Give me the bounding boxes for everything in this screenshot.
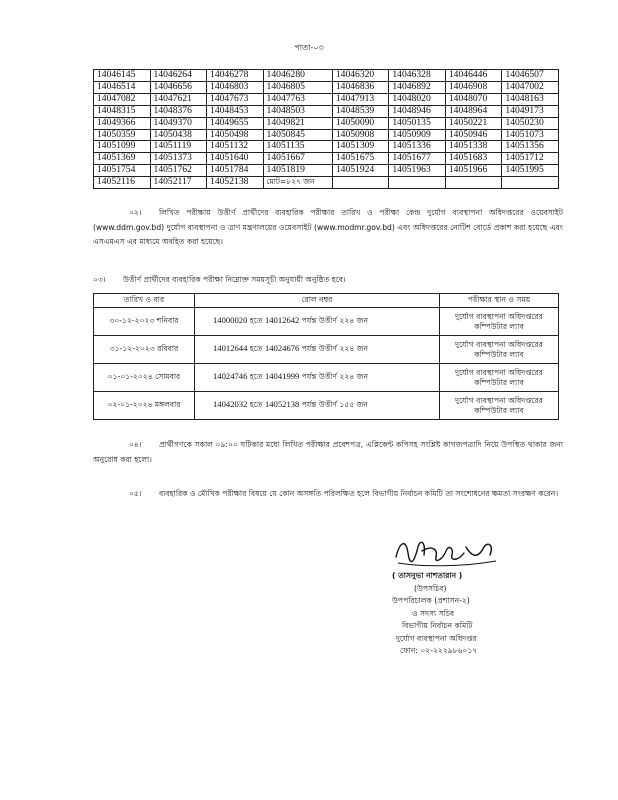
roll-cell: 14051356 [502,141,559,153]
paragraph-2 [93,206,563,250]
roll-table-row [94,141,559,153]
roll-cell: 14050946 [445,129,502,141]
roll-cell: 14046836 [332,81,389,93]
roll-table-row [94,81,559,93]
schedule-roll-suffix: পর্যন্ত উত্তীর্ণ ১৫৫ জন [299,400,368,409]
roll-cell: 14051677 [389,153,446,165]
signatory-post: উপপরিচালক (প্রশাসন-২) [392,596,470,605]
signatory-phone: ফোন: ০২-২২২৯৮৬০১৭ [400,646,478,655]
schedule-header-venue: পরীক্ষার স্থান ও সময় [440,294,559,308]
roll-cell: 14048453 [207,105,264,117]
schedule-roll-range [195,364,440,392]
schedule-venue: দুর্যোগ ব্যবস্থাপনা অধিদপ্তরের কম্পিউটার ল্যাব [440,308,559,336]
total-count-cell: মোট=৮২৭ জন [263,177,332,189]
schedule-connector: হতে [247,316,265,325]
schedule-roll-range [195,336,440,364]
roll-cell: 14051336 [389,141,446,153]
roll-cell: 14048070 [445,93,502,105]
roll-cell: 14049173 [502,105,559,117]
schedule-connector: হতে [247,400,265,409]
schedule-venue: দুর্যোগ ব্যবস্থাপনা অধিদপ্তরের কম্পিউটার ল্যাব [440,392,559,420]
roll-cell: 14050909 [389,129,446,141]
roll-cell: 14051963 [389,165,446,177]
roll-cell: 14050135 [389,117,446,129]
roll-cell: 14046264 [150,70,207,82]
schedule-roll-from: 14024746 [213,371,248,381]
roll-cell: 14050090 [332,117,389,129]
roll-cell: 14050359 [94,129,151,141]
roll-cell: 14051135 [263,141,332,153]
schedule-header-roll: রোল নম্বর [195,294,440,308]
schedule-roll-from: 14000020 [213,315,248,325]
roll-cell: 14046656 [150,81,207,93]
roll-cell: 14048376 [150,105,207,117]
roll-cell: 14049821 [263,117,332,129]
schedule-roll-suffix: পর্যন্ত উত্তীর্ণ ২২৪ জন [299,316,368,325]
roll-cell: 14051762 [150,165,207,177]
roll-cell: 14046446 [445,70,502,82]
roll-cell: 14051966 [445,165,502,177]
paragraph-5 [93,487,563,502]
roll-cell: 14050438 [150,129,207,141]
paragraph-3-number: ০৩। [93,275,106,284]
schedule-row [94,308,559,336]
schedule-roll-to: 14041999 [264,371,300,381]
roll-cell: 14051369 [94,153,151,165]
schedule-header-date: তারিখ ও বার [94,294,195,308]
roll-cell: 14048946 [389,105,446,117]
schedule-date: ৩০-১২-২০২৩ শনিবার [94,308,195,336]
roll-cell: 14051712 [502,153,559,165]
roll-cell: 14051132 [207,141,264,153]
roll-cell [502,177,559,189]
roll-table-row [94,177,559,189]
roll-cell: 14047002 [502,81,559,93]
schedule-row [94,336,559,364]
paragraph-5-text: ব্যবহারিক ও মৌখিক পরীক্ষার বিষয়ে যে কোন অসঙ্গতি পরিলক্ষিত হলে বিভাগীয় নির্বাচন কমিটি তা সংশোধনের ক্ষমতা সংরক্ষণ করেন। [159,489,559,498]
schedule-roll-to: 14024676 [264,343,300,353]
roll-cell: 14046278 [207,70,264,82]
roll-table-row [94,93,559,105]
schedule-date: ০২-০১-২০২৪ মঙ্গলবার [94,392,195,420]
schedule-date: ০১-০১-২০২৪ সোমবার [94,364,195,392]
roll-cell: 14048503 [263,105,332,117]
roll-cell: 14051924 [332,165,389,177]
schedule-roll-to: 14012642 [264,315,300,325]
schedule-date: ৩১-১২-২০২৩ রবিবার [94,336,195,364]
schedule-venue: দুর্যোগ ব্যবস্থাপনা অধিদপ্তরের কম্পিউটার ল্যাব [440,364,559,392]
roll-cell: 14048163 [502,93,559,105]
roll-cell: 14047082 [94,93,151,105]
schedule-roll-to: 14052138 [264,399,300,409]
paragraph-5-number: ০৫। [129,489,142,498]
roll-cell: 14051667 [263,153,332,165]
roll-cell: 14051683 [445,153,502,165]
paragraph-4-text: প্রার্থীগণকে সকাল ০৯:০০ ঘটিকার মধ্যে লিখিত পরীক্ষার প্রবেশপত্র, এপ্লিকেন্ট কপিসহ সংশ্লিষ্ট কাগজপত্রাদি নিয়ে উপস্থিত থাকার জন্য অনুরোধ করা হলো। [93,440,563,464]
signatory-office: দুর্যোগ ব্যবস্থাপনা অধিদপ্তর [396,633,477,643]
roll-cell: 14046280 [263,70,332,82]
schedule-roll-suffix: পর্যন্ত উত্তীর্ণ ২২৪ জন [299,372,368,381]
roll-number-table [93,69,559,189]
roll-cell: 14051373 [150,153,207,165]
paragraph-4 [93,438,563,467]
roll-cell: 14046514 [94,81,151,93]
roll-cell: 14048539 [332,105,389,117]
signatory-name: ( তাসনুভা নাশতারান ) [392,571,463,580]
roll-cell: 14049366 [94,117,151,129]
roll-cell: 14049655 [207,117,264,129]
schedule-roll-from: 14042032 [213,399,248,409]
roll-cell: 14051119 [150,141,207,153]
roll-cell: 14052117 [150,177,207,189]
roll-cell: 14051338 [445,141,502,153]
roll-cell: 14046908 [445,81,502,93]
roll-cell: 14048964 [445,105,502,117]
roll-cell: 14051073 [502,129,559,141]
roll-cell [332,177,389,189]
schedule-venue: দুর্যোগ ব্যবস্থাপনা অধিদপ্তরের কম্পিউটার ল্যাব [440,336,559,364]
schedule-connector: হতে [247,372,265,381]
roll-cell: 14050230 [502,117,559,129]
schedule-roll-range [195,392,440,420]
roll-cell: 14046805 [263,81,332,93]
roll-cell: 14047763 [263,93,332,105]
roll-table-row [94,129,559,141]
roll-cell: 14046803 [207,81,264,93]
roll-table-row [94,105,559,117]
roll-cell: 14051784 [207,165,264,177]
paragraph-3-text: উত্তীর্ণ প্রার্থীদের ব্যবহারিক পরীক্ষা নিম্নোক্ত সময়সূচী অনুযায়ী অনুষ্ঠিত হবে। [123,275,346,284]
paragraph-2-number: ০২। [129,208,142,217]
roll-cell: 14050845 [263,129,332,141]
signatory-block [392,570,572,658]
roll-cell: 14047913 [332,93,389,105]
signature-image [392,533,502,571]
schedule-roll-suffix: পর্যন্ত উত্তীর্ণ ২২৪ জন [299,344,368,353]
schedule-row [94,364,559,392]
roll-table-row [94,117,559,129]
roll-cell: 14052138 [207,177,264,189]
schedule-connector: হতে [247,344,265,353]
page-number: পাতা-০৩ [294,43,324,52]
roll-table-row [94,153,559,165]
roll-cell: 14051995 [502,165,559,177]
roll-cell: 14048315 [94,105,151,117]
roll-cell: 14050908 [332,129,389,141]
roll-cell: 14052116 [94,177,151,189]
roll-table-row [94,165,559,177]
roll-table-row [94,70,559,82]
roll-cell: 14046320 [332,70,389,82]
roll-cell: 14051675 [332,153,389,165]
roll-cell: 14046892 [389,81,446,93]
signatory-role-2: বিভাগীয় নির্বাচন কমিটি [402,621,473,630]
roll-cell: 14047621 [150,93,207,105]
paragraph-4-number: ০৪। [129,440,142,449]
schedule-row [94,392,559,420]
paragraph-2-text: লিখিত পরীক্ষায় উত্তীর্ণ প্রার্থীদের ব্যবহারিক পরীক্ষার তারিখ ও পরীক্ষা কেন্দ্র দুর্যোগ ব্যবস্থাপনা অধিদপ্তরের ওয়েবসাইট (www.ddm.gov.bd) দুর্যোগ ব্যবস্থাপনা ও ত্রাণ মন্ত্রণালয়ের ওয়েবসাইট (www.modmr.gov.bd) এবং অধিদপ্তরের নোটিশ বোর্ডে প্রকাশ করা হয়েছে এবং এসএমএস এর মাধ্যমে অবহিত করা হয়েছে। [93,208,563,246]
schedule-roll-range [195,308,440,336]
roll-cell: 14049370 [150,117,207,129]
roll-cell: 14051640 [207,153,264,165]
signatory-role-1: ও সদস্য সচিব [412,608,455,618]
schedule-roll-from: 14012644 [213,343,248,353]
roll-cell: 14048020 [389,93,446,105]
roll-cell: 14047673 [207,93,264,105]
roll-cell [445,177,502,189]
roll-cell [389,177,446,189]
roll-cell: 14046507 [502,70,559,82]
paragraph-3 [93,273,563,288]
roll-cell: 14051099 [94,141,151,153]
roll-cell: 14051309 [332,141,389,153]
roll-cell: 14046145 [94,70,151,82]
roll-cell: 14050221 [445,117,502,129]
signatory-designation: (উপসচিব) [414,583,447,593]
roll-cell: 14051754 [94,165,151,177]
roll-cell: 14046328 [389,70,446,82]
exam-schedule-table [93,293,559,420]
roll-cell: 14050498 [207,129,264,141]
roll-cell: 14051819 [263,165,332,177]
